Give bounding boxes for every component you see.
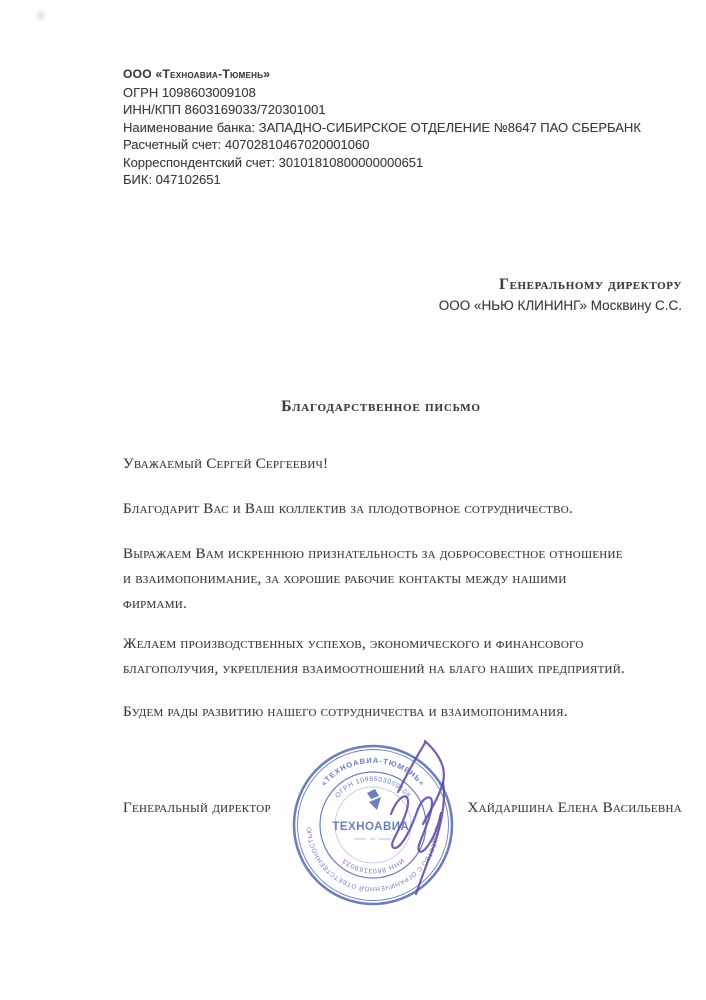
recipient-block [439,276,682,313]
bik-line: БИК: 047102651 [123,172,221,187]
svg-text:ИНН 8603169033 [341,857,405,874]
paragraph-line: Благодарит Вас и Ваш коллектив за плодотворное сотрудничество. [123,501,573,517]
inn-kpp-line: ИНН/КПП 8603169033/720301001 [123,102,326,117]
technoavia-logo-icon [367,789,381,810]
paragraph-line: благополучия, укрепления взаимоотношений на благо наших предприятий. [123,661,625,677]
stamp-ogrn-arc-text: ОГРН 1098603009108 [334,775,412,800]
paragraph-greeting [123,452,691,477]
recipient-company-person: ООО «НЬЮ КЛИНИНГ» Москвину С.С. [438,298,682,313]
signer-name: Хайдаршина Елена Васильевна [467,800,682,816]
ogrn-line: ОГРН 1098603009108 [123,84,256,100]
paragraph-wishes [123,632,691,682]
paragraph-line: фирмами. [123,596,187,612]
paragraph-line: Будем рады развитию нашего сотрудничества и взаимопонимания. [123,704,568,720]
correspondent-account-line: Корреспондентский счет: 30101810800000000651 [123,154,424,170]
paragraph-line: и взаимопонимание, за хорошие рабочие контакты между нашими [123,571,567,587]
paragraph-line: Уважаемый Сергей Сергеевич! [123,456,329,472]
svg-text:ОБЩЕСТВО С ОГРАНИЧЕННОЙ ОТВЕТС [306,826,440,893]
bank-name-line: Наименование банка: ЗАПАДНО-СИБИРСКОЕ ОТДЕЛЕНИЕ №8647 ПАО СБЕРБАНК [123,119,641,135]
recipient-position: Генеральному директору [499,276,682,293]
paragraph-closing [123,700,691,725]
stamp-ooo-arc-text: ОБЩЕСТВО С ОГРАНИЧЕННОЙ ОТВЕТСТВЕННОСТЬЮ [305,826,441,893]
settlement-account-line: Расчетный счет: 40702810467020001060 [123,137,370,152]
stamp-center-text: ТЕХНОАВИА· [332,821,414,833]
company-name: ООО «Техноавиа-Тюмень» [123,67,271,81]
scan-artifact [33,7,48,24]
company-round-stamp [288,740,458,910]
stamp-inn-arc-text: ИНН 8603169033 [340,856,405,875]
paragraph-line: Выражаем Вам искреннюю признательность за добросовестное отношение [123,546,623,562]
paragraph-thanks [123,497,691,522]
paragraph-line: Желаем производственных успехов, экономического и финансового [123,636,584,652]
paragraph-appreciation [123,542,691,617]
company-requisites-block [123,66,643,189]
stamp-company-arc-text: «ТЕХНОАВИА-ТЮМЕНЬ» [318,755,428,788]
letter-title: Благодарственное письмо [281,398,481,415]
signer-position: Генеральный директор [123,800,271,816]
